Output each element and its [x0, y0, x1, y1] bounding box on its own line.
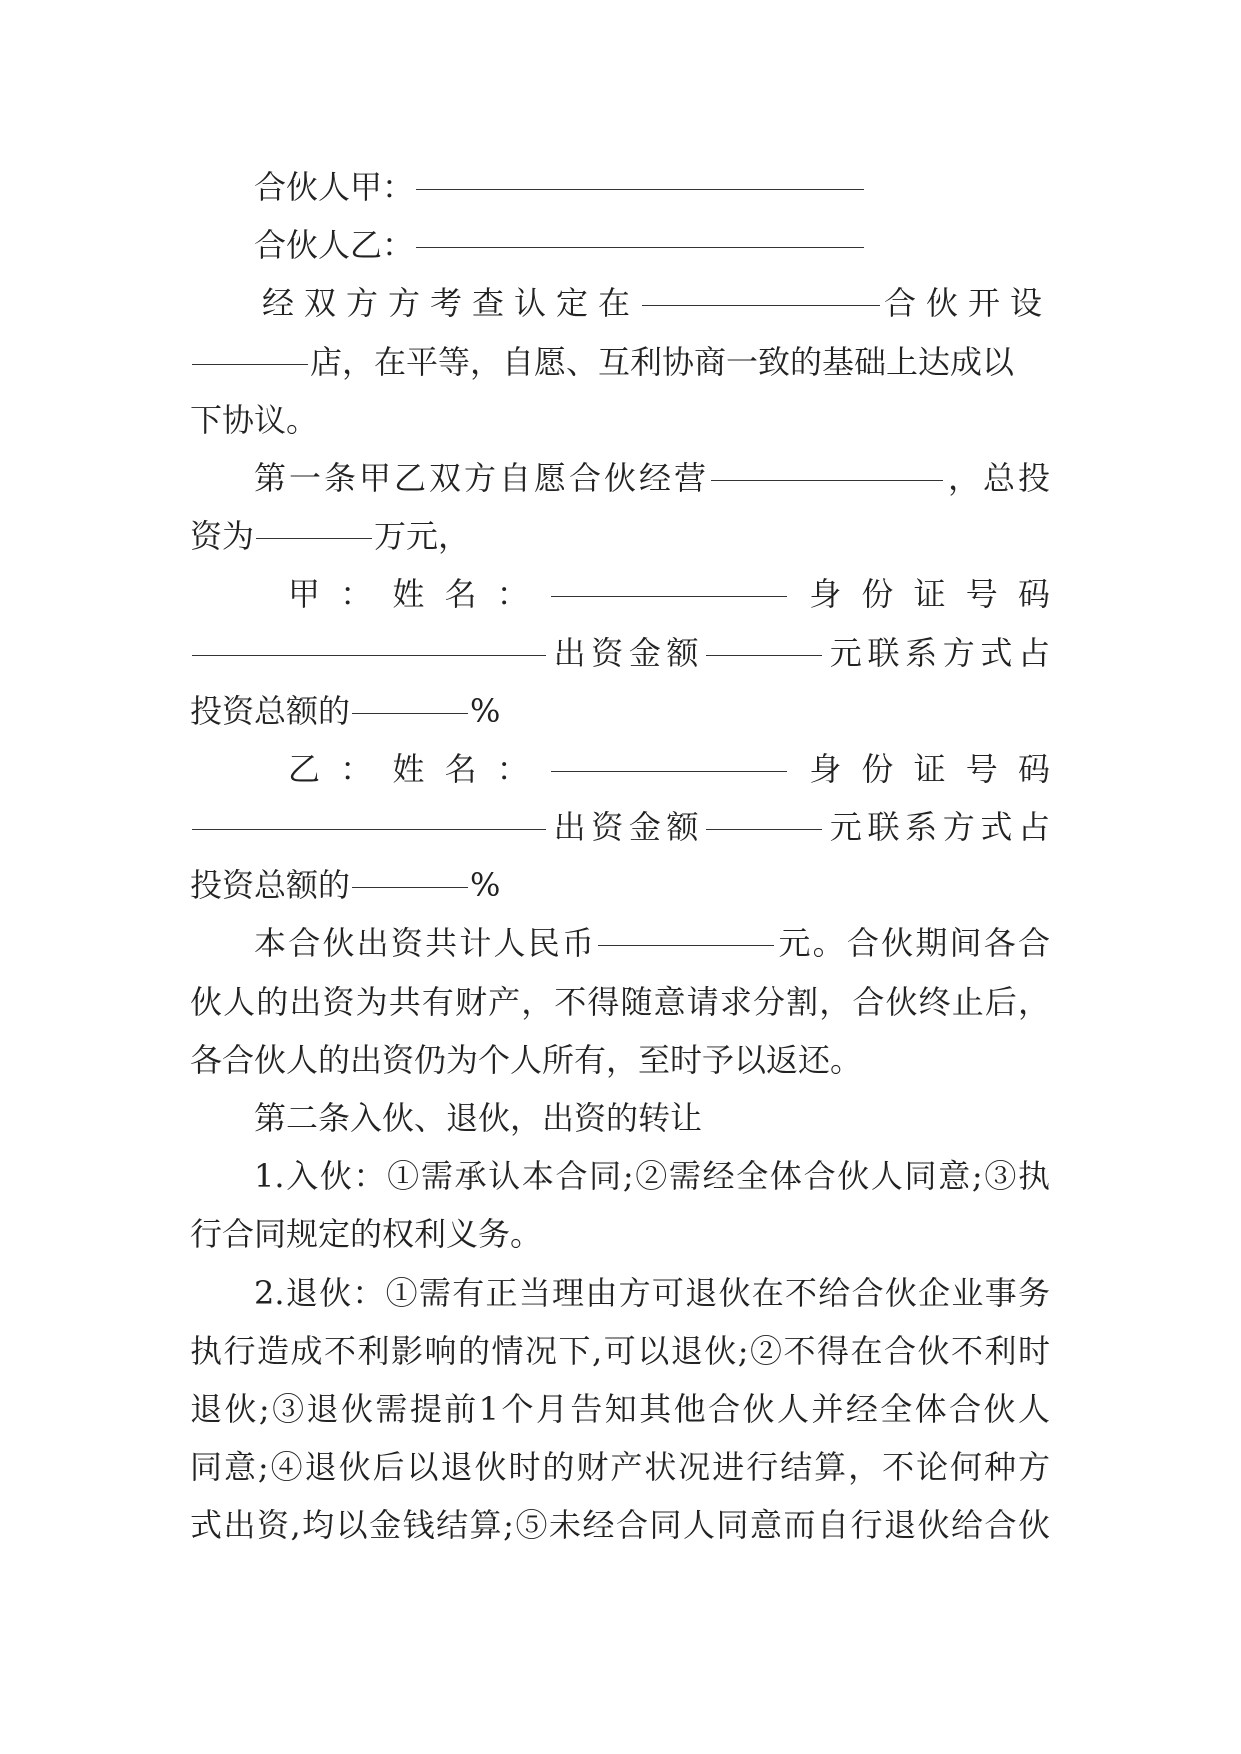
- partner-b-ratio-blank: [352, 886, 468, 888]
- partner-a-blank: [416, 188, 864, 190]
- total-line-2: [190, 973, 1050, 1031]
- partner-a-ratio-blank: [352, 712, 468, 714]
- article-2-title: [190, 1089, 1050, 1147]
- total-line-1: [190, 914, 1050, 972]
- join-line-1: [190, 1147, 1050, 1205]
- quit-line-1: [190, 1264, 1050, 1322]
- join-line-2: [190, 1205, 1050, 1263]
- partner-a-ratio-label: 投资总额的: [190, 691, 351, 730]
- partner-b-amount-blank: [706, 828, 822, 830]
- partner-a-id-blank: [192, 654, 546, 656]
- partner-b-amount-label: 出资金额: [548, 808, 705, 847]
- total-line-3: [190, 1031, 1050, 1089]
- partner-b-name-blank: [551, 770, 787, 772]
- quit-text-5: 式出资,均以金钱结算;⑤未经合同人同意而自行退伙给合伙: [190, 1506, 1050, 1545]
- article-1-line-1: [190, 449, 1050, 507]
- article-2-text: 第二条入伙、退伙，出资的转让: [254, 1099, 703, 1137]
- partner-a-amount-label: 出资金额: [548, 633, 705, 672]
- quit-text-1: 2.退伙：①需有正当理由方可退伙在不给合伙企业事务: [254, 1273, 1050, 1312]
- partner-a-name-line: [190, 565, 1050, 623]
- article-1-text-1a: 第一条甲乙双方自愿合伙经营: [254, 458, 709, 497]
- partner-b-ratio-line: [190, 856, 1050, 914]
- partner-b-label: 合伙人乙：: [254, 226, 415, 265]
- intro-text-2: 店，在平等，自愿、互利协商一致的基础上达成以: [310, 342, 1015, 381]
- partner-a-id-label: 身份证号码: [789, 575, 1050, 614]
- partner-a-label: 合伙人甲：: [254, 168, 415, 206]
- intro-line-2: [190, 333, 1050, 391]
- partner-b-name-label: 乙：姓名：: [288, 749, 549, 788]
- partner-a-amount-line: [190, 624, 1050, 682]
- total-text-3: 各合伙人的出资仍为个人所有，至时予以返还。: [190, 1040, 863, 1079]
- quit-text-2: 执行造成不利影响的情况下,可以退伙;②不得在合伙不利时: [190, 1331, 1050, 1370]
- quit-line-4: [190, 1438, 1050, 1496]
- total-text-1b: 元。合伙期间各合: [776, 924, 1050, 963]
- investment-blank: [256, 537, 372, 539]
- partner-b-contact-label: 元联系方式占: [824, 808, 1050, 847]
- partner-a-amount-blank: [706, 654, 822, 656]
- partner-b-ratio-label: 投资总额的: [190, 866, 351, 905]
- intro-text-1b: 合伙开设: [881, 284, 1050, 323]
- quit-line-2: [190, 1322, 1050, 1380]
- partner-a-contact-label: 元联系方式占: [824, 633, 1050, 672]
- partner-b-blank: [416, 246, 864, 248]
- quit-line-5: [190, 1496, 1050, 1554]
- partner-b-id-label: 身份证号码: [789, 749, 1050, 788]
- intro-text-3: 下协议。: [190, 400, 319, 439]
- article-1-text-2b: 万元，: [374, 517, 471, 556]
- intro-line-3: [190, 391, 1050, 449]
- quit-text-3: 退伙;③退伙需提前1个月告知其他合伙人并经全体合伙人: [190, 1389, 1050, 1428]
- article-1-line-2: [190, 507, 1050, 565]
- contract-body: [190, 158, 1050, 1555]
- partner-a-percent: %: [470, 691, 501, 730]
- partner-b-name-line: [190, 740, 1050, 798]
- intro-text-1a: 经双方方考查认定在: [262, 284, 640, 323]
- business-blank: [711, 479, 943, 481]
- partner-a-ratio-line: [190, 682, 1050, 740]
- partner-b-amount-line: [190, 798, 1050, 856]
- join-text-1: 1.入伙：①需承认本合同;②需经全体合伙人同意;③执: [254, 1157, 1050, 1196]
- partner-b-percent: %: [470, 866, 501, 905]
- quit-text-4: 同意;④退伙后以退伙时的财产状况进行结算，不论何种方: [190, 1448, 1050, 1487]
- partner-a-name-label: 甲：姓名：: [288, 575, 549, 614]
- join-text-2: 行合同规定的权利义务。: [190, 1215, 543, 1254]
- location-blank: [642, 304, 880, 306]
- total-text-1a: 本合伙出资共计人民币: [254, 924, 597, 963]
- partner-a-line: [190, 158, 1050, 216]
- shop-blank: [192, 363, 308, 365]
- article-1-text-2a: 资为: [190, 517, 255, 556]
- total-text-2: 伙人的出资为共有财产，不得随意请求分割，合伙终止后，: [190, 982, 1050, 1021]
- intro-line-1: [190, 274, 1050, 332]
- partner-a-name-blank: [551, 595, 787, 597]
- partner-b-id-blank: [192, 828, 546, 830]
- total-amount-blank: [598, 944, 774, 946]
- quit-line-3: [190, 1380, 1050, 1438]
- article-1-text-1b: ，总投: [944, 458, 1050, 497]
- partner-b-line: [190, 216, 1050, 274]
